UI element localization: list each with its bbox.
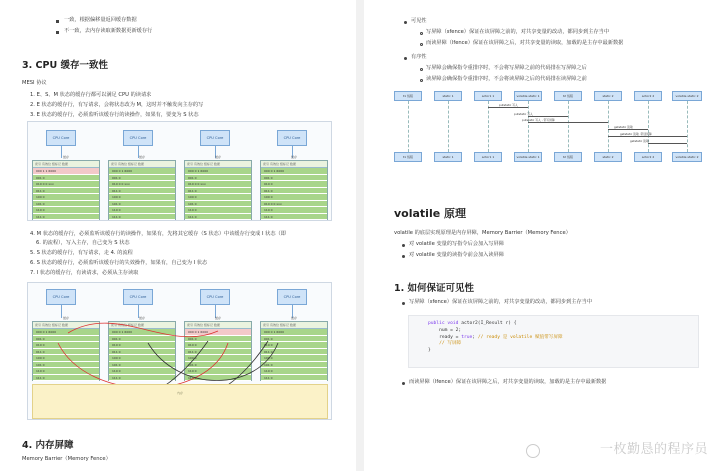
cache-row: 111 0: [109, 375, 175, 382]
cpu-core: CPU Core: [200, 130, 230, 146]
seq-message: [648, 143, 687, 144]
list-item: 4. M 状态的缓存行，必须监听该缓存行的读操作，如果有，先将其它缓存（S 状态）中该缓存行变成 I 状态（即: [30, 231, 286, 237]
seq-actor: actor1 1: [474, 152, 502, 162]
cache-row: 000 0 1 6000: [109, 168, 175, 175]
cache-row: 011 0: [261, 349, 327, 356]
bullet-marker: [402, 382, 405, 385]
cache-row: 101 0: [185, 201, 251, 208]
cache-row: 000 0 1 6000: [261, 168, 327, 175]
list-item: 3. E 状态的缓存行，必须监听该缓存行的读操作，如果有，要变为 S 状态: [30, 112, 199, 118]
seq-actor: volatile static 2: [672, 91, 702, 101]
list-item: 7. I 状态的缓存行，有读请求，必须从主存读取: [30, 270, 139, 276]
code-token: ready =: [428, 334, 462, 340]
bullet-marker: [402, 302, 405, 305]
cache-label: 缓存: [290, 316, 297, 320]
right-page: [364, 0, 720, 471]
bullet-marker: [420, 32, 423, 35]
code-comment: // 写屏障: [428, 341, 462, 347]
cache-row: 100 0: [109, 194, 175, 201]
cache-row: 001 0: [261, 336, 327, 343]
cache-row: 001 0: [33, 336, 99, 343]
cache-label: 缓存: [138, 316, 145, 320]
cache-header: 索引 有效位 组标记 数据: [185, 161, 251, 168]
seq-actor: volatile static 1: [514, 152, 542, 162]
mesi-diagram-read: [27, 121, 332, 221]
watermark: 一枚勤恳的程序员: [599, 442, 708, 457]
bullet-text: 而读屏障（lfence）保证在该屏障之后，对共享变量的读取，加载的是主存中最新数据: [409, 379, 607, 385]
cache-row: 110 0: [109, 368, 175, 375]
cache-row: 110 0: [261, 207, 327, 214]
cache-row: 111 0: [185, 375, 251, 382]
cache-header: 索引 有效位 组标记 数据: [33, 161, 99, 168]
cache-row: 100 0: [261, 194, 327, 201]
mesi-label: MESI 协议: [22, 80, 47, 86]
cache-row: 011 0: [33, 349, 99, 356]
section-title: volatile 原理: [394, 207, 467, 220]
code-comment: // ready 是 volatile 赋值带写屏障: [477, 334, 563, 340]
cache-row: 111 0: [261, 375, 327, 382]
list-item: 6. 的流程），写入主存，自己变为 S 状态: [36, 240, 130, 246]
bullet-title: 有序性: [411, 54, 427, 60]
cache-header: 索引 有效位 组标记 数据: [33, 322, 99, 329]
cache-row: 010 0 0 xxx: [33, 181, 99, 188]
cpu-core: CPU Core: [46, 130, 76, 146]
cache-row: 000 0 1 6000: [261, 329, 327, 336]
cache-table: [184, 155, 252, 220]
cache-row: 000 0 1 6000: [185, 168, 251, 175]
cache-row: 011 0: [109, 188, 175, 195]
cache-row: 010 0 0 xxx: [109, 181, 175, 188]
list-item: 2. E 状态的缓存行，有写请求，会将状态改为 M，这时并不触发向主存的写: [30, 102, 204, 108]
cache-row: 100 0: [261, 355, 327, 362]
cache-row: 111 0: [261, 214, 327, 221]
cache-row: 001 0: [185, 336, 251, 343]
bullet-marker: [404, 57, 407, 60]
cache-row: 100 0: [109, 355, 175, 362]
cache-row: 111 0: [185, 214, 251, 221]
cache-row: 100 0: [185, 355, 251, 362]
bullet-marker: [420, 79, 423, 82]
section-title: 4. 内存屏障: [22, 440, 74, 451]
cache-row: 000 0 1 6000: [185, 329, 251, 336]
cache-row: 101 0: [185, 362, 251, 369]
bullet-marker: [420, 68, 423, 71]
seq-message-label: putstatic 写入 , 带写屏障: [522, 118, 555, 122]
seq-actor: t2 线程: [554, 152, 582, 162]
cache-header: 索引 有效位 组标记 数据: [261, 322, 327, 329]
cache-row: 001 0: [33, 175, 99, 182]
cache-row: 110 0: [33, 207, 99, 214]
list-item: 1. E、S、M 状态的缓存行都可以满足 CPU 的读请求: [30, 92, 152, 98]
code-line: num = 2;: [428, 327, 462, 333]
cache-row: 110 0: [33, 368, 99, 375]
cache-row: 100 0: [33, 194, 99, 201]
seq-actor: actor1 1: [474, 91, 502, 101]
bullet-marker: [56, 31, 59, 34]
seq-actor: static 1: [434, 91, 462, 101]
section-title: 3. CPU 缓存一致性: [22, 60, 108, 71]
cache-row: 010 0: [261, 181, 327, 188]
cache-row: 010 0 0 xxx: [261, 201, 327, 208]
list-item: 6. S 状态的缓存行，必须监听该缓存行的失效操作，如果有，自己变为 I 状态: [30, 260, 208, 266]
seq-message: [608, 129, 648, 130]
seq-message: [608, 136, 687, 137]
cache-row: 000 1 1 6000: [33, 168, 99, 175]
seq-actor: t1 线程: [394, 91, 422, 101]
cache-table: [108, 155, 176, 220]
cache-table: [32, 155, 100, 220]
left-page: [0, 0, 356, 471]
seq-message-label: putstatic 写入: [499, 103, 518, 107]
code-token: actor2(I_Result r) {: [461, 321, 517, 326]
cache-row: 011 0: [185, 349, 251, 356]
cache-row: 101 0: [109, 362, 175, 369]
cache-header: 索引 有效位 组标记 数据: [261, 161, 327, 168]
cache-row: 110 0: [109, 207, 175, 214]
bullet-marker: [402, 244, 405, 247]
section-title: 1. 如何保证可见性: [394, 283, 475, 294]
seq-actor: t2 线程: [554, 91, 582, 101]
cpu-core: CPU Core: [123, 130, 153, 146]
bullet-text: 读屏障会确保指令重排序时，不会将读屏障之后的代码排在读屏障之前: [426, 76, 587, 82]
cache-label: 缓存: [290, 155, 297, 159]
cache-row: 100 0: [33, 355, 99, 362]
paragraph: Memory Barrier（Memory Fence）: [22, 456, 111, 462]
code-token: true: [461, 334, 473, 340]
cache-label: 缓存: [62, 316, 69, 320]
cache-row: 101 0: [109, 201, 175, 208]
cache-row: 000 0 1 6000: [109, 329, 175, 336]
bullet-text: 而读屏障（lfence）保证在该屏障之后，对共享变量的读取，加载的是主存中最新数据: [426, 40, 624, 46]
cpu-core: CPU Core: [277, 289, 307, 305]
watermark-icon: [526, 444, 540, 458]
cache-row: 000 0 1 6000: [33, 329, 99, 336]
cache-label: 缓存: [62, 155, 69, 159]
cache-row: 101 0: [261, 362, 327, 369]
cache-row: 001 0: [185, 175, 251, 182]
cache-table: [260, 155, 328, 220]
code-token: public void: [428, 321, 462, 326]
bullet-text: 一致，根据偏移量返回缓存数据: [64, 17, 137, 23]
cache-row: 110 0: [261, 368, 327, 375]
code-token: ;: [472, 334, 478, 340]
bullet-text: 对 volatile 变量的写指令后会加入写屏障: [409, 241, 504, 247]
main-memory: [32, 384, 328, 419]
cache-row: 101 0: [33, 362, 99, 369]
cache-row: 111 0: [33, 214, 99, 221]
cache-row: 011 0: [33, 188, 99, 195]
seq-message-label: getstatic 读取: [630, 139, 649, 143]
bullet-marker: [56, 20, 59, 23]
bullet-marker: [402, 255, 405, 258]
code-line: }: [428, 348, 431, 354]
seq-message-label: getstatic 读取 ,带读屏障: [620, 132, 652, 136]
cache-label: 缓存: [214, 155, 221, 159]
seq-message: [528, 122, 608, 123]
seq-actor: static 1: [434, 152, 462, 162]
bullet-marker: [420, 43, 423, 46]
cache-row: 010 0: [261, 342, 327, 349]
cache-row: 010 0 0 xxx: [185, 181, 251, 188]
seq-message-label: putstatic 写入: [514, 112, 533, 116]
bullet-text: 写屏障（sfence）保证在该屏障之前的，对共享变量的改动，都同步到主存当中: [426, 29, 610, 35]
cache-row: 111 0: [109, 214, 175, 221]
cache-label: 缓存: [138, 155, 145, 159]
cache-row: 010 0: [185, 342, 251, 349]
bullet-marker: [404, 21, 407, 24]
bullet-text: 写屏障会确保指令重排序时，不会将写屏障之前的代码排在写屏障之后: [426, 65, 587, 71]
bullet-text: 对 volatile 变量的读指令前会加入读屏障: [409, 252, 504, 258]
cache-row: 110 0: [185, 207, 251, 214]
cache-label: 缓存: [214, 316, 221, 320]
list-item: 5. S 状态的缓存行，有写请求，走 4. 的流程: [30, 250, 133, 256]
cpu-core: CPU Core: [200, 289, 230, 305]
mesi-diagram-write: [27, 282, 332, 420]
cache-row: 111 0: [33, 375, 99, 382]
cpu-core: CPU Core: [277, 130, 307, 146]
seq-actor: actor2 2: [634, 152, 662, 162]
memory-label: 内存: [176, 391, 183, 395]
cpu-core: CPU Core: [123, 289, 153, 305]
seq-message: [528, 116, 568, 117]
seq-actor: t1 线程: [394, 152, 422, 162]
bullet-text: 写屏障（sfence）保证在该屏障之前的，对共享变量的改动，都同步到主存当中: [409, 299, 593, 305]
cache-row: 010 0: [33, 342, 99, 349]
sequence-diagram: [394, 85, 702, 167]
cache-row: 010 0: [109, 342, 175, 349]
seq-actor: static 2: [594, 152, 622, 162]
code-block: [408, 315, 699, 368]
cache-row: 001 0: [261, 175, 327, 182]
cpu-core: CPU Core: [46, 289, 76, 305]
cache-row: 001 0: [109, 336, 175, 343]
cache-header: 索引 有效位 组标记 数据: [109, 322, 175, 329]
cache-row: 100 0: [185, 194, 251, 201]
cache-row: 101 0: [33, 201, 99, 208]
cache-header: 索引 有效位 组标记 数据: [185, 322, 251, 329]
cache-row: 011 0: [185, 188, 251, 195]
seq-actor: volatile static 1: [514, 91, 542, 101]
cache-row: 110 0: [185, 368, 251, 375]
seq-actor: static 2: [594, 91, 622, 101]
seq-actor: actor2 2: [634, 91, 662, 101]
seq-message: [488, 107, 528, 108]
cache-row: 011 0: [261, 188, 327, 195]
cache-row: 001 0: [109, 175, 175, 182]
cache-row: 011 0: [109, 349, 175, 356]
seq-message-label: getstatic 读取: [614, 125, 633, 129]
paragraph: volatile 的底层实现原理是内存屏障，Memory Barrier（Memory Fence）: [394, 230, 571, 236]
bullet-text: 不一致，去内存读取新数据更新缓存行: [64, 28, 153, 34]
seq-actor: volatile static 2: [672, 152, 702, 162]
cache-header: 索引 有效位 组标记 数据: [109, 161, 175, 168]
bullet-title: 可见性: [411, 18, 427, 24]
